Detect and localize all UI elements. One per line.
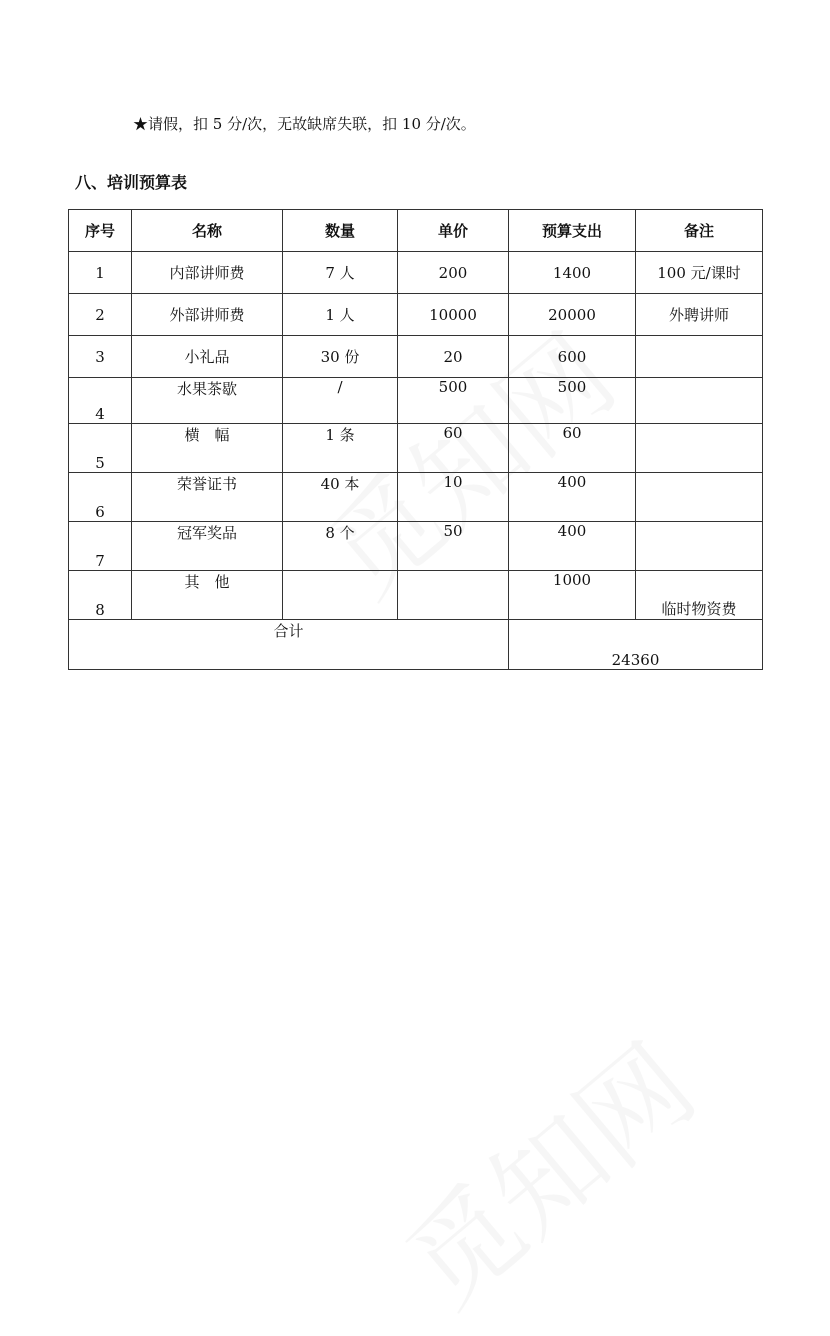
cell-seq: 4 xyxy=(69,378,132,424)
table-row xyxy=(69,571,763,620)
table-row xyxy=(69,294,763,336)
table-row xyxy=(69,336,763,378)
cell-seq: 7 xyxy=(69,522,132,571)
cell-remark: 外聘讲师 xyxy=(636,294,763,336)
cell-remark: 100 元/课时 xyxy=(636,252,763,294)
table-total-row xyxy=(69,620,763,670)
cell-quantity: 1 条 xyxy=(283,424,398,473)
training-budget-table xyxy=(68,209,763,670)
table-header-row xyxy=(69,210,763,252)
cell-unit-price: 20 xyxy=(398,336,509,378)
cell-remark xyxy=(636,378,763,424)
cell-remark xyxy=(636,522,763,571)
cell-name: 内部讲师费 xyxy=(132,252,283,294)
cell-budget: 1000 xyxy=(509,571,636,620)
cell-unit-price: 10000 xyxy=(398,294,509,336)
cell-quantity: 1 人 xyxy=(283,294,398,336)
cell-seq: 1 xyxy=(69,252,132,294)
cell-name: 横 幅 xyxy=(132,424,283,473)
table-row xyxy=(69,424,763,473)
total-value: 24360 xyxy=(509,620,763,670)
cell-remark: 临时物资费 xyxy=(636,571,763,620)
cell-unit-price xyxy=(398,571,509,620)
cell-seq: 5 xyxy=(69,424,132,473)
cell-name: 水果茶歇 xyxy=(132,378,283,424)
header-budget: 预算支出 xyxy=(509,210,636,252)
header-unit-price: 单价 xyxy=(398,210,509,252)
cell-unit-price: 10 xyxy=(398,473,509,522)
cell-unit-price: 500 xyxy=(398,378,509,424)
cell-remark xyxy=(636,424,763,473)
cell-quantity: 8 个 xyxy=(283,522,398,571)
cell-budget: 600 xyxy=(509,336,636,378)
cell-seq: 3 xyxy=(69,336,132,378)
cell-budget: 500 xyxy=(509,378,636,424)
cell-quantity xyxy=(283,571,398,620)
leave-deduction-note: ★请假，扣 5 分/次，无故缺席失联，扣 10 分/次。 xyxy=(133,115,476,133)
header-name: 名称 xyxy=(132,210,283,252)
cell-remark xyxy=(636,336,763,378)
cell-budget: 400 xyxy=(509,522,636,571)
section-heading: 八、培训预算表 xyxy=(75,173,188,192)
cell-quantity: / xyxy=(283,378,398,424)
header-remark: 备注 xyxy=(636,210,763,252)
cell-quantity: 7 人 xyxy=(283,252,398,294)
cell-remark xyxy=(636,473,763,522)
table-row xyxy=(69,522,763,571)
table-row xyxy=(69,473,763,522)
cell-name: 外部讲师费 xyxy=(132,294,283,336)
cell-name: 其 他 xyxy=(132,571,283,620)
cell-seq: 6 xyxy=(69,473,132,522)
table-row xyxy=(69,378,763,424)
header-quantity: 数量 xyxy=(283,210,398,252)
cell-unit-price: 60 xyxy=(398,424,509,473)
total-label: 合计 xyxy=(69,620,509,670)
cell-seq: 8 xyxy=(69,571,132,620)
cell-budget: 1400 xyxy=(509,252,636,294)
cell-unit-price: 50 xyxy=(398,522,509,571)
cell-quantity: 30 份 xyxy=(283,336,398,378)
cell-quantity: 40 本 xyxy=(283,473,398,522)
cell-budget: 20000 xyxy=(509,294,636,336)
cell-name: 荣誉证书 xyxy=(132,473,283,522)
watermark xyxy=(368,1002,722,1335)
cell-name: 小礼品 xyxy=(132,336,283,378)
cell-unit-price: 200 xyxy=(398,252,509,294)
cell-seq: 2 xyxy=(69,294,132,336)
cell-name: 冠军奖品 xyxy=(132,522,283,571)
cell-budget: 60 xyxy=(509,424,636,473)
header-seq: 序号 xyxy=(69,210,132,252)
table-row xyxy=(69,252,763,294)
cell-budget: 400 xyxy=(509,473,636,522)
